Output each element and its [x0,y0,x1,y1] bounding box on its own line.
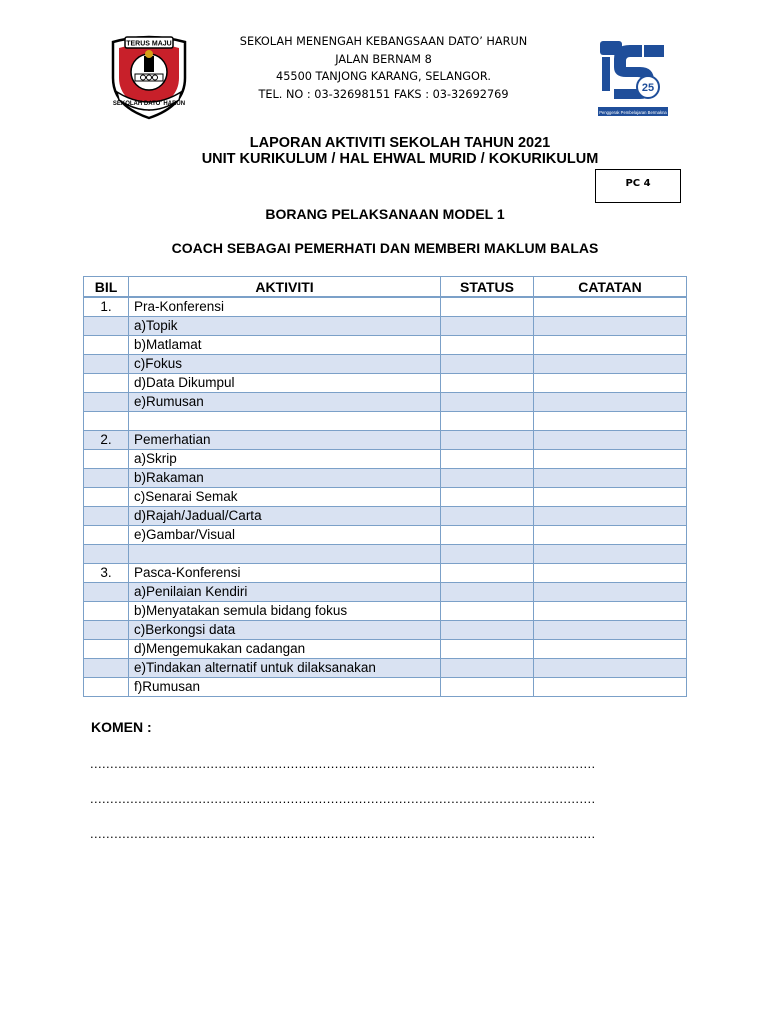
row-aktiviti: b)Menyatakan semula bidang fokus [129,602,441,621]
row-aktiviti: Pasca-Konferensi [129,564,441,583]
row-aktiviti: a)Topik [129,317,441,336]
row-aktiviti: f)Rumusan [129,678,441,697]
school-phone: TEL. NO : 03-32698151 FAKS : 03-32692769 [258,87,509,101]
table-row [84,602,687,621]
row-status-cell[interactable] [441,602,534,621]
table-row [84,412,687,431]
row-catatan-cell[interactable] [534,640,687,659]
row-status-cell[interactable] [441,431,534,450]
row-aktiviti: b)Rakaman [129,469,441,488]
header-aktiviti: AKTIVITI [129,277,441,298]
row-bil [84,640,129,659]
row-bil [84,374,129,393]
row-catatan-cell[interactable] [534,355,687,374]
row-aktiviti: d)Rajah/Jadual/Carta [129,507,441,526]
table-row [84,564,687,583]
row-catatan-cell[interactable] [534,545,687,564]
row-bil [84,621,129,640]
table-row [84,431,687,450]
row-catatan-cell[interactable] [534,469,687,488]
row-status-cell[interactable] [441,583,534,602]
activity-table [83,276,687,697]
row-aktiviti: d)Data Dikumpul [129,374,441,393]
row-aktiviti: c)Berkongsi data [129,621,441,640]
table-header-row [84,277,687,298]
table-row [84,678,687,697]
logo-caption: Penggerak Pembelajaran Bermakna [599,109,667,115]
row-bil [84,583,129,602]
row-aktiviti: a)Penilaian Kendiri [129,583,441,602]
table-body [84,297,687,697]
table-row [84,526,687,545]
komen-line-3[interactable]: .............................................................................................................................. [90,826,596,841]
row-bil [84,355,129,374]
table-row [84,450,687,469]
row-status-cell[interactable] [441,393,534,412]
row-catatan-cell[interactable] [534,564,687,583]
table-row [84,336,687,355]
row-status-cell[interactable] [441,545,534,564]
row-status-cell[interactable] [441,469,534,488]
row-bil [84,336,129,355]
row-bil [84,393,129,412]
row-bil [84,507,129,526]
crest-banner-text: SEKOLAH DATO' HARUN [112,101,186,107]
row-status-cell[interactable] [441,450,534,469]
row-bil: 3. [84,564,129,583]
row-aktiviti [129,545,441,564]
table-row [84,469,687,488]
report-title-line1: LAPORAN AKTIVITI SEKOLAH TAHUN 2021 [249,135,551,151]
report-title [150,135,650,167]
row-aktiviti: e)Rumusan [129,393,441,412]
form-subtitle: COACH SEBAGAI PEMERHATI DAN MEMBERI MAKLUM BALAS [171,240,599,256]
row-bil [84,450,129,469]
row-catatan-cell[interactable] [534,621,687,640]
school-street: JALAN BERNAM 8 [335,52,432,66]
row-aktiviti: Pemerhatian [129,431,441,450]
header-catatan: CATATAN [534,277,687,298]
table-row [84,659,687,678]
row-status-cell[interactable] [441,488,534,507]
table-row [84,393,687,412]
table-row [84,507,687,526]
header-status: STATUS [441,277,534,298]
school-name: SEKOLAH MENENGAH KEBANGSAAN DATO’ HARUN [239,35,528,48]
row-status-cell[interactable] [441,526,534,545]
komen-line-2[interactable]: .............................................................................................................................. [90,791,596,806]
row-catatan-cell[interactable] [534,317,687,336]
row-aktiviti: e)Gambar/Visual [129,526,441,545]
row-status-cell[interactable] [441,412,534,431]
row-bil [84,678,129,697]
row-catatan-cell[interactable] [534,450,687,469]
komen-label: KOMEN : [91,719,152,735]
table-row [84,355,687,374]
row-status-cell[interactable] [441,355,534,374]
row-status-cell[interactable] [441,621,534,640]
row-bil [84,317,129,336]
table-row [84,317,687,336]
row-catatan-cell[interactable] [534,412,687,431]
row-bil [84,545,129,564]
row-catatan-cell[interactable] [534,297,687,317]
row-bil [84,469,129,488]
row-status-cell[interactable] [441,678,534,697]
row-status-cell[interactable] [441,374,534,393]
row-catatan-cell[interactable] [534,507,687,526]
row-status-cell[interactable] [441,659,534,678]
row-bil [84,659,129,678]
row-aktiviti: c)Senarai Semak [129,488,441,507]
school-city: 45500 TANJONG KARANG, SELANGOR. [276,70,491,84]
row-bil: 2. [84,431,129,450]
row-catatan-cell[interactable] [534,393,687,412]
row-status-cell[interactable] [441,297,534,317]
row-status-cell[interactable] [441,640,534,659]
form-code-box: PC 4 [595,169,681,203]
row-aktiviti: Pra-Konferensi [129,297,441,317]
table-row [84,640,687,659]
logo-number: 25 [641,82,655,94]
crest-motto: TERUS MAJU [126,40,172,48]
row-catatan-cell[interactable] [534,602,687,621]
form-title: BORANG PELAKSANAAN MODEL 1 [265,206,505,222]
row-aktiviti: c)Fokus [129,355,441,374]
school-crest-logo [103,28,195,120]
row-status-cell[interactable] [441,317,534,336]
report-title-line2: UNIT KURIKULUM / HAL EHWAL MURID / KOKURIKULUM [201,151,599,167]
row-catatan-cell[interactable] [534,659,687,678]
row-catatan-cell[interactable] [534,583,687,602]
row-bil [84,526,129,545]
row-aktiviti: e)Tindakan alternatif untuk dilaksanakan [129,659,441,678]
row-aktiviti: b)Matlamat [129,336,441,355]
komen-line-1[interactable]: .............................................................................................................................. [90,756,596,771]
row-status-cell[interactable] [441,507,534,526]
row-aktiviti: d)Mengemukakan cadangan [129,640,441,659]
row-bil [84,602,129,621]
row-bil [84,488,129,507]
row-bil [84,412,129,431]
header-bil: BIL [84,277,129,298]
table-row [84,583,687,602]
table-row [84,374,687,393]
row-status-cell[interactable] [441,336,534,355]
table-row [84,297,687,317]
table-row [84,545,687,564]
row-catatan-cell[interactable] [534,488,687,507]
row-catatan-cell[interactable] [534,374,687,393]
school-info [200,33,567,103]
row-aktiviti [129,412,441,431]
row-catatan-cell[interactable] [534,526,687,545]
table-row [84,488,687,507]
row-catatan-cell[interactable] [534,678,687,697]
row-aktiviti: a)Skrip [129,450,441,469]
table-row [84,621,687,640]
programme-logo [596,37,670,119]
row-status-cell[interactable] [441,564,534,583]
row-bil: 1. [84,297,129,317]
row-catatan-cell[interactable] [534,336,687,355]
row-catatan-cell[interactable] [534,431,687,450]
